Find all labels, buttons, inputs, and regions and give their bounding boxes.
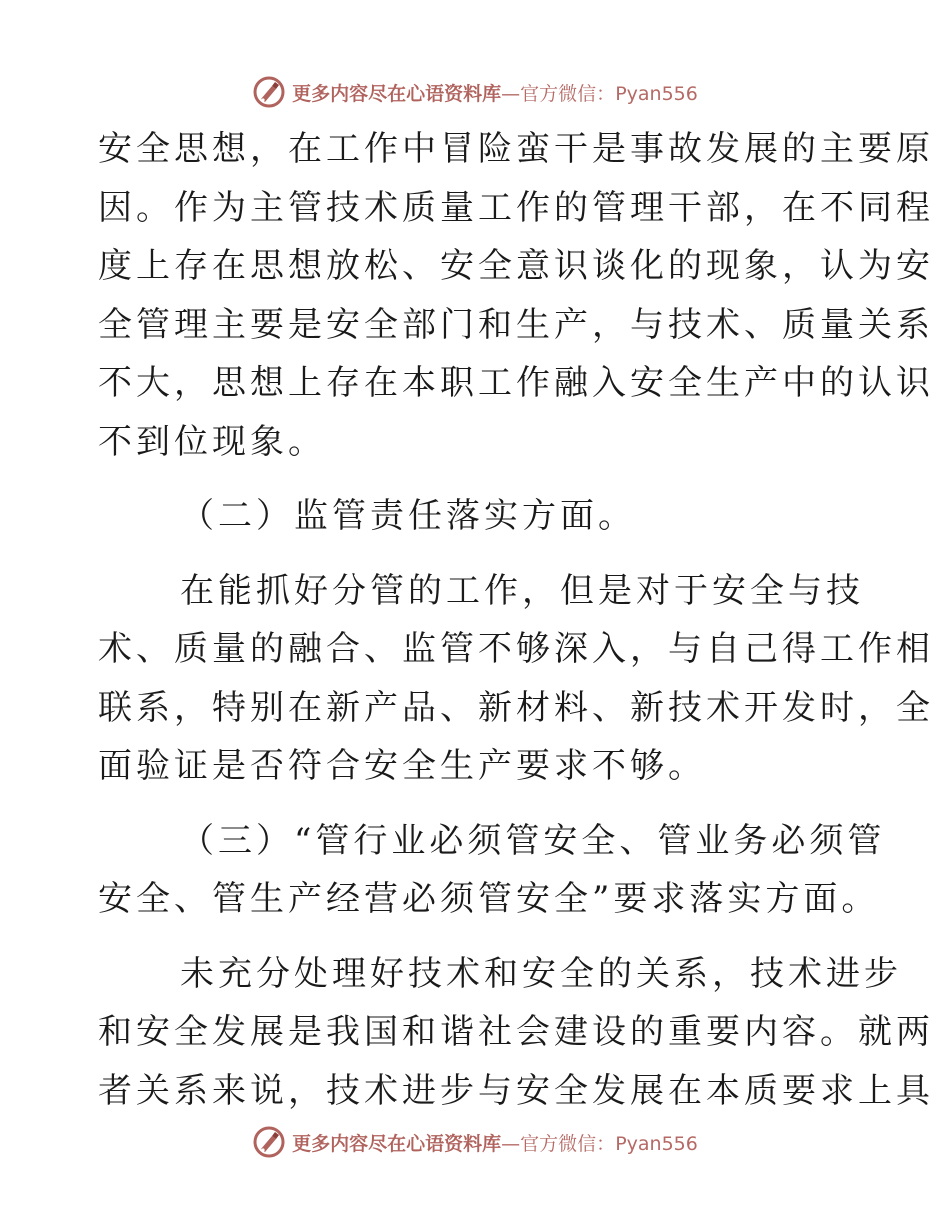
- watermark-label: 官方微信：: [520, 1132, 616, 1155]
- paragraph-supervision: [98, 562, 934, 796]
- footer-watermark: [0, 1122, 950, 1162]
- watermark-dash: —: [501, 1132, 521, 1155]
- section-heading-2: [98, 487, 850, 546]
- watermark-text: [292, 1129, 698, 1156]
- heading-line: 安全、管生产经营必须管安全”要求落实方面。: [98, 879, 880, 919]
- text-line: 因。作为主管技术质量工作的管理干部，在不同程: [98, 187, 934, 228]
- text-line: 面验证是否符合安全生产要求不够。: [98, 746, 706, 786]
- pen-logo-icon: [252, 75, 286, 109]
- text-line: 术、质量的融合、监管不够深入，与自己得工作相: [98, 629, 934, 669]
- text-line: 全管理主要是安全部门和生产，与技术、质量关系: [98, 304, 934, 345]
- watermark-brand: 更多内容尽在心语资料库: [292, 1132, 502, 1155]
- paragraph-technology-safety: [98, 945, 934, 1121]
- text-line: 未充分处理好技术和安全的关系，技术进步: [180, 953, 902, 994]
- text-line: 联系，特别在新产品、新材料、新技术开发时，全: [98, 687, 934, 728]
- document-body: [98, 120, 934, 1120]
- watermark-text: [292, 79, 698, 106]
- heading-line: （二）监管责任落实方面。: [180, 496, 636, 536]
- watermark-account: Pyan556: [615, 82, 698, 105]
- text-line: 者关系来说，技术进步与安全发展在本质要求上具: [98, 1070, 934, 1111]
- text-line: 安全思想，在工作中冒险蛮干是事故发展的主要原: [98, 129, 934, 169]
- heading-line: （三）“管行业必须管安全、管业务必须管: [180, 820, 886, 861]
- text-line: 不大，思想上存在本职工作融入安全生产中的认识: [98, 363, 934, 403]
- text-line: 和安全发展是我国和谐社会建设的重要内容。就两: [98, 1012, 934, 1052]
- paragraph-continuation: [98, 120, 934, 471]
- header-watermark: [0, 72, 950, 112]
- text-line: 度上存在思想放松、安全意识谈化的现象，认为安: [98, 246, 934, 286]
- text-line: 不到位现象。: [98, 421, 326, 462]
- watermark-brand: 更多内容尽在心语资料库: [292, 82, 502, 105]
- section-heading-3: [98, 812, 886, 929]
- pen-logo-icon: [252, 1125, 286, 1159]
- watermark-account: Pyan556: [615, 1132, 698, 1155]
- watermark-label: 官方微信：: [520, 82, 616, 105]
- text-line: 在能抓好分管的工作，但是对于安全与技: [180, 570, 864, 611]
- watermark-dash: —: [501, 82, 521, 105]
